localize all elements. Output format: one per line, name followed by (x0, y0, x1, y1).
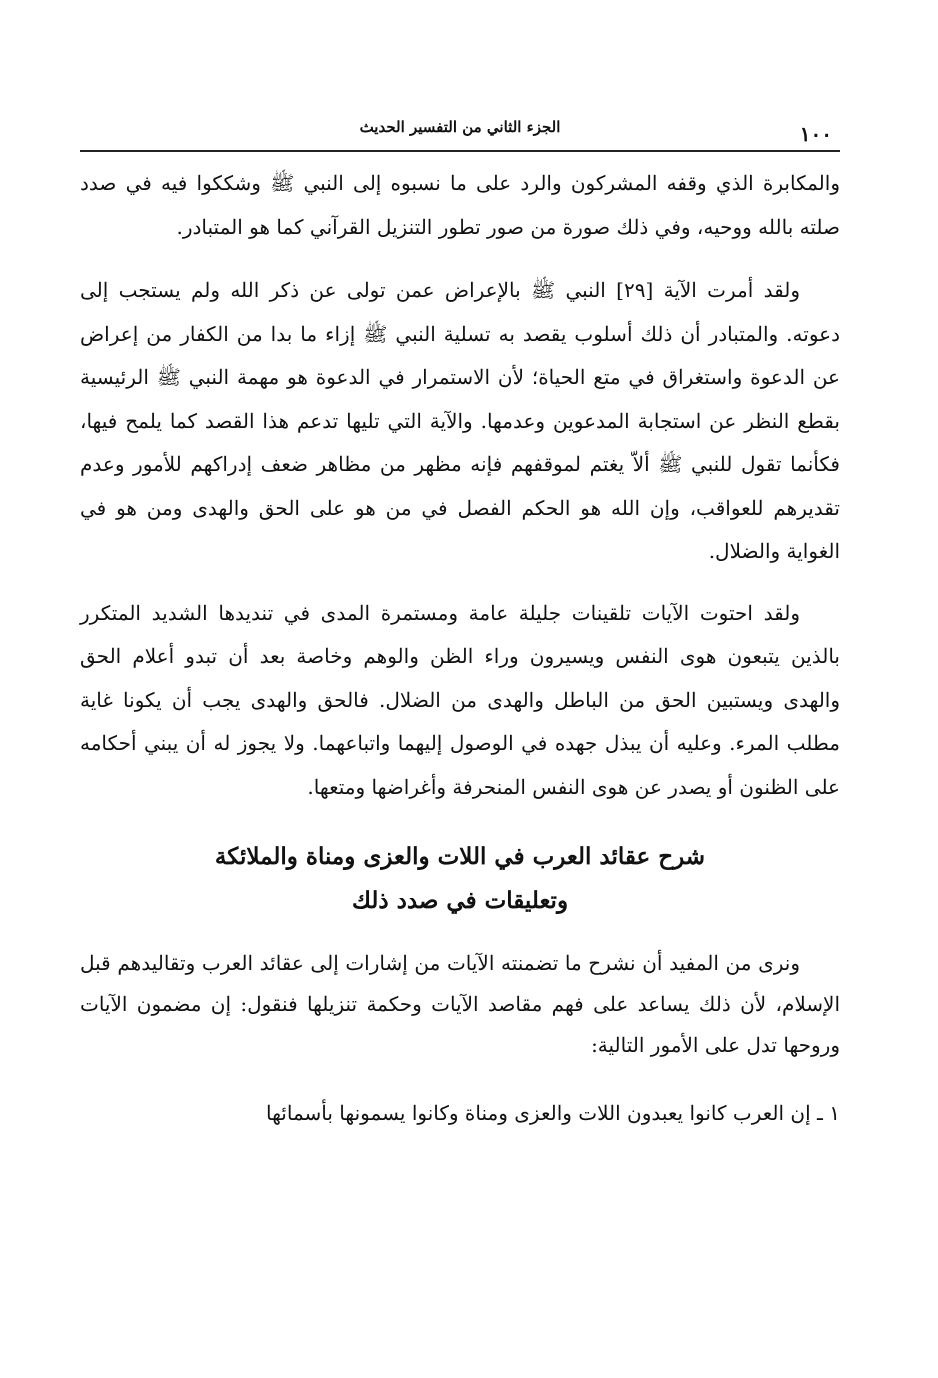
running-title: الجزء الثاني من التفسير الحديث (359, 118, 561, 136)
section-heading-line-2: وتعليقات في صدد ذلك (351, 887, 569, 914)
section-heading-line-1: شرح عقائد العرب في اللات والعزى ومناة والملائكة (214, 843, 706, 870)
paragraph-teachings: ولقد احتوت الآيات تلقينات جليلة عامة ومستمرة المدى في تنديدها الشديد المتكرر بالذين يتبعون هوى النفس ويسيرون وراء الظن والوهم وخاصة بعد أن تبدو أعلام الحق والهدى ويستبين الحق من الباطل والهدى من الضلال. فالحق والهدى يجب أن يكونا غاية مطلب المرء. وعليه أن يبذل جهده في الوصول إليهما واتباعهما. ولا يجوز له أن يبني أحكامه على الظنون أو يصدر عن هوى النفس المنحرفة وأغراضها ومتعها. (80, 600, 840, 799)
paragraph-intro: ونرى من المفيد أن نشرح ما تضمنته الآيات من إشارات إلى عقائد العرب وتقاليدهم قبل الإسلام، لأن ذلك يساعد على فهم مقاصد الآيات وحكمة تنزيلها فنقول: إن مضمون الآيات وروحها تدل على الأمور التالية: (80, 951, 840, 1057)
body-text-section (80, 943, 840, 1136)
paragraph-verse-29: ولقد أمرت الآية [٢٩] النبي ﷺ بالإعراض عمن تولى عن ذكر الله ولم يستجب إلى دعوته. والمتبادر أن ذلك أسلوب يقصد به تسلية النبي ﷺ إزاء ما بدا من الكفار من إعراض عن الدعوة واستغراق في متع الحياة؛ لأن الاستمرار في الدعوة هو مهمة النبي ﷺ الرئيسية بقطع النظر عن استجابة المدعوين وعدمها. والآية التي تليها تدعم هذا القصد كما يلمح فيها، فكأنما تقول للنبي ﷺ ألاّ يغتم لموقفهم فإنه مظهر من مظاهر ضعف إدراكهم للأمور وعدم تقديرهم للعواقب، وإن الله هو الحكم الفصل في من هو على الحق والهدى ومن هو في الغواية والضلال. (80, 278, 840, 563)
section-heading (80, 835, 840, 923)
running-header (80, 108, 840, 152)
paragraph-continuation: والمكابرة الذي وقفه المشركون والرد على ما نسبوه إلى النبي ﷺ وشككوا فيه في صدد صلته بالله ووحيه، وفي ذلك صورة من صور تطور التنزيل القرآني كما هو المتبادر. (80, 171, 840, 239)
book-page (80, 108, 840, 1136)
page-number: ١٠٠ (799, 122, 832, 146)
body-text (80, 162, 840, 809)
list-item-1: ١ ـ إن العرب كانوا يعبدون اللات والعزى ومناة وكانوا يسمونها بأسمائها (265, 1101, 840, 1125)
